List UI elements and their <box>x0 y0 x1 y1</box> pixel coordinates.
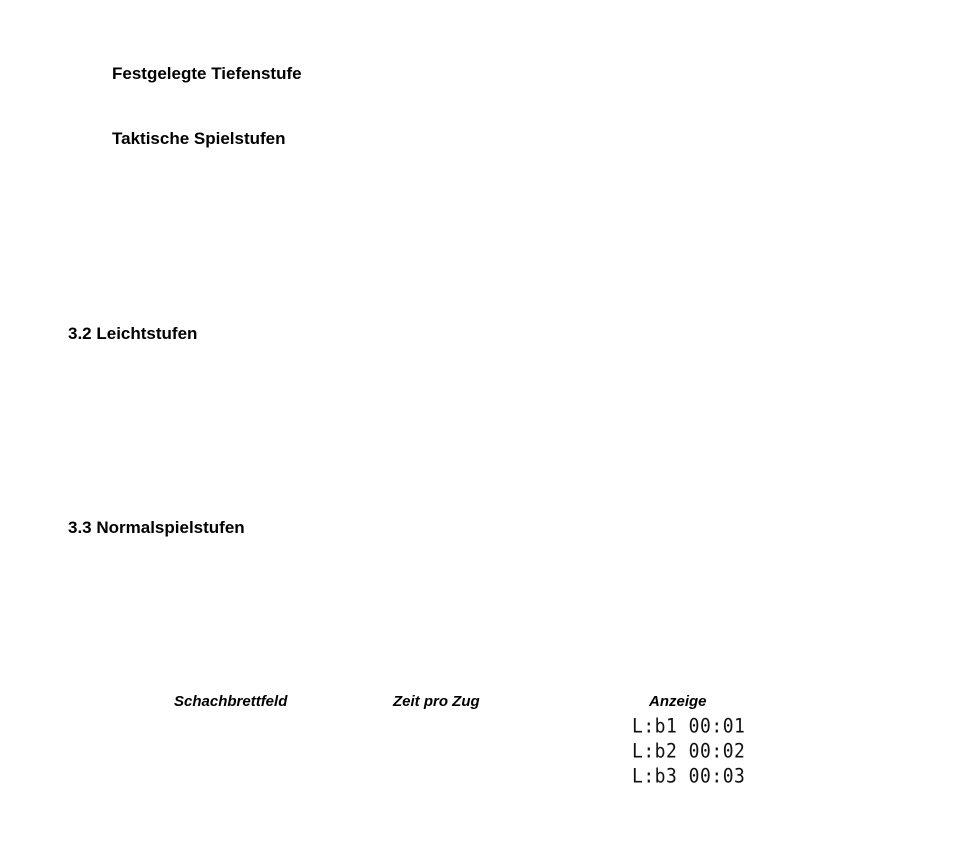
section-heading-easy-levels: 3.2 Leichtstufen <box>68 324 198 343</box>
lcd-display-readout: L:b2 00:02 <box>632 740 746 763</box>
table-row <box>632 739 745 764</box>
table-row <box>632 764 745 789</box>
table-row <box>632 714 745 739</box>
section-heading-tactical-levels: Taktische Spielstufen <box>112 129 286 148</box>
lcd-display-readout: L:b1 00:01 <box>632 715 746 738</box>
table-header-time-per-move: Zeit pro Zug <box>393 693 480 710</box>
lcd-display-readout: L:b3 00:03 <box>632 765 746 788</box>
table-header-display: Anzeige <box>649 693 707 710</box>
section-heading-fixed-depth: Festgelegte Tiefenstufe <box>112 64 302 83</box>
lcd-display-list <box>632 714 745 789</box>
section-heading-normal-levels: 3.3 Normalspielstufen <box>68 518 245 537</box>
table-header-board-square: Schachbrettfeld <box>174 693 288 710</box>
